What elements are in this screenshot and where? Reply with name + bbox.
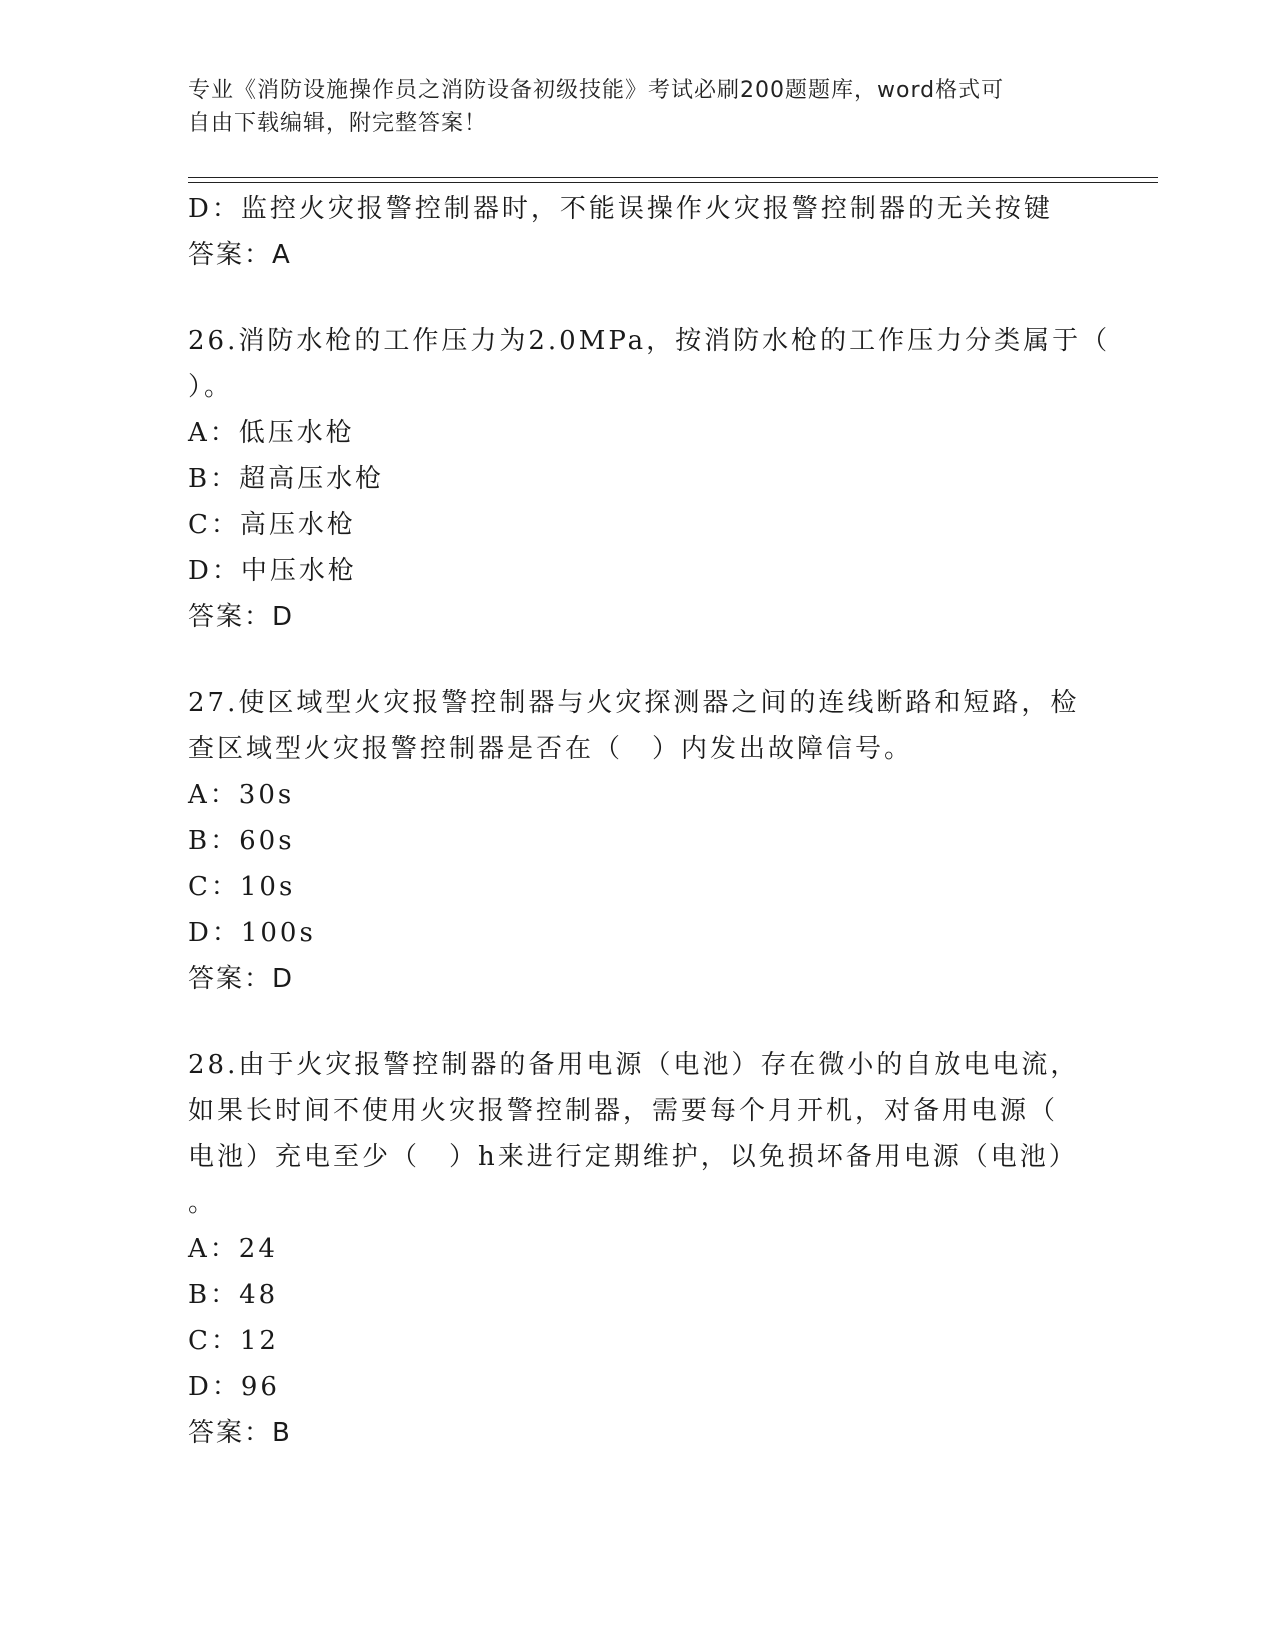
option-b: B：48: [188, 1280, 279, 1310]
spacer: [188, 640, 1078, 680]
question-25-tail: [188, 186, 1078, 278]
option-c: C：10s: [188, 872, 296, 902]
question-26: [188, 318, 1111, 640]
spacer: [188, 1002, 1078, 1042]
option-a: A：30s: [188, 780, 295, 810]
question-27: [188, 680, 1078, 1002]
header-title-line2: 自由下载编辑，附完整答案！: [188, 111, 488, 136]
question-28: [188, 1042, 1078, 1456]
option-b: B：60s: [188, 826, 295, 856]
spacer: [188, 278, 1078, 318]
option-a: A：24: [188, 1234, 278, 1264]
option-c: C：12: [188, 1326, 279, 1356]
answer-label: 答案：D: [188, 964, 295, 994]
option-d: D：中压水枪: [188, 556, 357, 586]
option-d: D：96: [188, 1372, 280, 1402]
question-text: 。: [188, 1188, 218, 1218]
header-divider-bottom: [188, 182, 1158, 183]
answer-label: 答案：B: [188, 1418, 292, 1448]
question-text: 如果长时间不使用火灾报警控制器，需要每个月开机，对备用电源（: [188, 1096, 1059, 1126]
option-d: D：监控火灾报警控制器时，不能误操作火灾报警控制器的无关按键: [188, 194, 1053, 224]
document-header: [188, 74, 1068, 140]
question-text: 28.由于火灾报警控制器的备用电源（电池）存在微小的自放电电流，: [188, 1050, 1080, 1080]
question-text: 27.使区域型火灾报警控制器与火灾探测器之间的连线断路和短路，检: [188, 688, 1080, 718]
option-a: A：低压水枪: [188, 418, 355, 448]
answer-label: 答案：A: [188, 240, 292, 270]
option-b: B：超高压水枪: [188, 464, 385, 494]
question-text: 电池）充电至少（ ）h来进行定期维护，以免损坏备用电源（电池）: [188, 1142, 1078, 1172]
question-list: [188, 186, 1111, 1456]
question-text: ）。: [188, 372, 234, 402]
question-text: 26.消防水枪的工作压力为2.0MPa，按消防水枪的工作压力分类属于（: [188, 326, 1111, 356]
option-d: D：100s: [188, 918, 316, 948]
answer-label: 答案：D: [188, 602, 295, 632]
header-divider-top: [188, 177, 1158, 178]
header-title-line1: 专业《消防设施操作员之消防设备初级技能》考试必刷200题题库，word格式可: [188, 78, 1005, 103]
option-c: C：高压水枪: [188, 510, 356, 540]
question-text: 查区域型火灾报警控制器是否在（ ）内发出故障信号。: [188, 734, 914, 764]
